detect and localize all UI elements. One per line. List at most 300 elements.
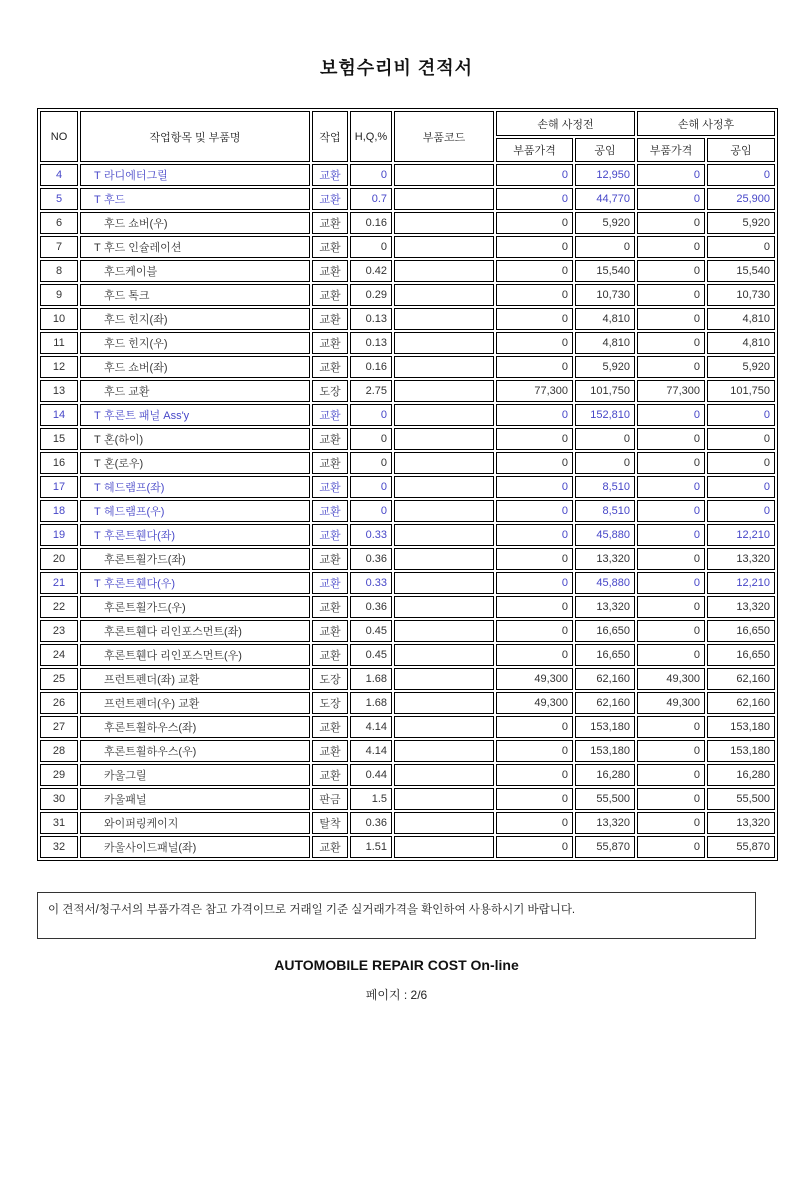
item-name: 후드 쇼버(좌) (104, 362, 168, 374)
hq-cell: 0.42 (350, 260, 392, 282)
part-code-cell (394, 596, 494, 618)
part-code-cell (394, 548, 494, 570)
before-labor-cell: 153,180 (575, 740, 635, 762)
no-cell: 15 (40, 428, 78, 450)
after-labor-cell: 0 (707, 404, 775, 426)
item-name: 혼(로우) (104, 458, 144, 470)
work-cell: 교환 (312, 764, 348, 786)
part-code-cell (394, 380, 494, 402)
part-code-cell (394, 620, 494, 642)
header-item: 작업항목 및 부품명 (80, 111, 310, 162)
part-code-cell (394, 476, 494, 498)
item-name: 프런트펜더(우) 교환 (104, 698, 200, 710)
after-part-price-cell: 0 (637, 812, 705, 834)
no-cell: 19 (40, 524, 78, 546)
work-cell: 도장 (312, 692, 348, 714)
after-labor-cell: 0 (707, 476, 775, 498)
no-cell: 17 (40, 476, 78, 498)
before-part-price-cell: 0 (496, 596, 573, 618)
header-part-code: 부품코드 (394, 111, 494, 162)
before-part-price-cell: 49,300 (496, 668, 573, 690)
part-code-cell (394, 644, 494, 666)
after-part-price-cell: 0 (637, 788, 705, 810)
no-cell: 4 (40, 164, 78, 186)
work-cell: 교환 (312, 260, 348, 282)
part-code-cell (394, 812, 494, 834)
item-cell (80, 764, 310, 786)
before-part-price-cell: 0 (496, 212, 573, 234)
hq-cell: 4.14 (350, 740, 392, 762)
work-cell: 교환 (312, 308, 348, 330)
estimate-table (37, 108, 778, 861)
item-cell (80, 428, 310, 450)
notice-text: 이 견적서/청구서의 부품가격은 참고 가격이므로 거래일 기준 실거래가격을 확인하여 사용하시기 바랍니다. (48, 904, 576, 916)
hq-cell: 0 (350, 452, 392, 474)
part-code-cell (394, 236, 494, 258)
item-cell (80, 236, 310, 258)
before-labor-cell: 16,650 (575, 620, 635, 642)
table-row (40, 716, 775, 738)
part-code-cell (394, 164, 494, 186)
item-cell (80, 188, 310, 210)
before-part-price-cell: 0 (496, 812, 573, 834)
work-cell: 교환 (312, 740, 348, 762)
hq-cell: 0 (350, 164, 392, 186)
table-row (40, 620, 775, 642)
after-part-price-cell: 77,300 (637, 380, 705, 402)
table-row (40, 476, 775, 498)
table-row (40, 452, 775, 474)
after-labor-cell: 16,650 (707, 644, 775, 666)
part-code-cell (394, 212, 494, 234)
after-labor-cell: 13,320 (707, 596, 775, 618)
after-part-price-cell: 0 (637, 500, 705, 522)
item-name: 후드 힌지(우) (104, 338, 168, 350)
after-part-price-cell: 0 (637, 716, 705, 738)
work-cell: 교환 (312, 572, 348, 594)
before-labor-cell: 0 (575, 236, 635, 258)
item-name: 후드 쇼버(우) (104, 218, 168, 230)
item-cell (80, 500, 310, 522)
header-before-group: 손해 사정전 (496, 111, 635, 136)
item-name: 후론트휠가드(우) (104, 602, 186, 614)
item-name: 후드 (104, 194, 126, 206)
header-after-labor: 공임 (707, 138, 775, 162)
hq-cell: 0.16 (350, 356, 392, 378)
total-marker: T (94, 506, 101, 518)
work-cell: 교환 (312, 356, 348, 378)
before-labor-cell: 62,160 (575, 668, 635, 690)
after-labor-cell: 25,900 (707, 188, 775, 210)
item-name: 후드 인슐레이션 (104, 242, 182, 254)
item-name: 후론트휀다(우) (104, 578, 176, 590)
item-cell (80, 812, 310, 834)
after-labor-cell: 4,810 (707, 332, 775, 354)
before-labor-cell: 55,500 (575, 788, 635, 810)
before-part-price-cell: 0 (496, 524, 573, 546)
before-part-price-cell: 0 (496, 356, 573, 378)
before-part-price-cell: 0 (496, 428, 573, 450)
table-row (40, 404, 775, 426)
item-name: 후론트휀다(좌) (104, 530, 176, 542)
part-code-cell (394, 572, 494, 594)
work-cell: 교환 (312, 212, 348, 234)
item-cell (80, 260, 310, 282)
before-labor-cell: 153,180 (575, 716, 635, 738)
item-cell (80, 212, 310, 234)
work-cell: 교환 (312, 596, 348, 618)
item-cell (80, 524, 310, 546)
after-labor-cell: 0 (707, 164, 775, 186)
item-cell (80, 476, 310, 498)
before-part-price-cell: 0 (496, 764, 573, 786)
work-cell: 판금 (312, 788, 348, 810)
table-row (40, 356, 775, 378)
before-labor-cell: 55,870 (575, 836, 635, 858)
item-name: 후론트휠하우스(좌) (104, 722, 197, 734)
item-cell (80, 740, 310, 762)
hq-cell: 0.36 (350, 812, 392, 834)
before-labor-cell: 13,320 (575, 548, 635, 570)
item-cell (80, 356, 310, 378)
part-code-cell (394, 500, 494, 522)
no-cell: 29 (40, 764, 78, 786)
header-hq: H,Q,% (350, 111, 392, 162)
hq-cell: 0 (350, 428, 392, 450)
before-part-price-cell: 0 (496, 836, 573, 858)
work-cell: 교환 (312, 404, 348, 426)
hq-cell: 0.36 (350, 596, 392, 618)
after-labor-cell: 153,180 (707, 740, 775, 762)
after-labor-cell: 12,210 (707, 572, 775, 594)
hq-cell: 0.45 (350, 644, 392, 666)
before-labor-cell: 15,540 (575, 260, 635, 282)
work-cell: 교환 (312, 548, 348, 570)
after-part-price-cell: 0 (637, 452, 705, 474)
after-part-price-cell: 0 (637, 356, 705, 378)
table-row (40, 740, 775, 762)
no-cell: 32 (40, 836, 78, 858)
item-name: 카울그릴 (104, 770, 147, 782)
no-cell: 28 (40, 740, 78, 762)
table-row (40, 308, 775, 330)
after-labor-cell: 10,730 (707, 284, 775, 306)
item-name: 카울패널 (104, 794, 147, 806)
before-labor-cell: 10,730 (575, 284, 635, 306)
after-part-price-cell: 0 (637, 188, 705, 210)
item-name: 후드 톡크 (104, 290, 150, 302)
part-code-cell (394, 668, 494, 690)
before-labor-cell: 101,750 (575, 380, 635, 402)
work-cell: 교환 (312, 500, 348, 522)
after-labor-cell: 0 (707, 452, 775, 474)
before-part-price-cell: 0 (496, 332, 573, 354)
table-row (40, 428, 775, 450)
after-part-price-cell: 0 (637, 572, 705, 594)
item-cell (80, 452, 310, 474)
hq-cell: 1.68 (350, 692, 392, 714)
table-row (40, 812, 775, 834)
work-cell: 교환 (312, 188, 348, 210)
before-part-price-cell: 0 (496, 476, 573, 498)
after-part-price-cell: 0 (637, 596, 705, 618)
header-before-part-price: 부품가격 (496, 138, 573, 162)
hq-cell: 1.51 (350, 836, 392, 858)
hq-cell: 4.14 (350, 716, 392, 738)
estimate-table-body (40, 164, 775, 858)
item-name: 후드케이블 (104, 266, 158, 278)
work-cell: 교환 (312, 476, 348, 498)
part-code-cell (394, 740, 494, 762)
before-part-price-cell: 0 (496, 236, 573, 258)
after-labor-cell: 16,280 (707, 764, 775, 786)
before-part-price-cell: 0 (496, 644, 573, 666)
after-part-price-cell: 0 (637, 332, 705, 354)
after-labor-cell: 0 (707, 236, 775, 258)
item-name: 후론트휀다 리인포스먼트(우) (104, 650, 242, 662)
after-part-price-cell: 0 (637, 164, 705, 186)
before-labor-cell: 4,810 (575, 308, 635, 330)
item-cell (80, 716, 310, 738)
table-row (40, 188, 775, 210)
before-part-price-cell: 0 (496, 788, 573, 810)
work-cell: 교환 (312, 644, 348, 666)
before-part-price-cell: 0 (496, 188, 573, 210)
hq-cell: 0 (350, 476, 392, 498)
header-before-labor: 공임 (575, 138, 635, 162)
after-part-price-cell: 0 (637, 476, 705, 498)
after-part-price-cell: 0 (637, 308, 705, 330)
before-labor-cell: 5,920 (575, 356, 635, 378)
table-row (40, 836, 775, 858)
part-code-cell (394, 836, 494, 858)
table-row (40, 284, 775, 306)
work-cell: 교환 (312, 716, 348, 738)
part-code-cell (394, 260, 494, 282)
after-labor-cell: 0 (707, 428, 775, 450)
hq-cell: 0.45 (350, 620, 392, 642)
after-part-price-cell: 0 (637, 284, 705, 306)
part-code-cell (394, 404, 494, 426)
table-row (40, 788, 775, 810)
part-code-cell (394, 284, 494, 306)
total-marker: T (94, 458, 101, 470)
hq-cell: 0.36 (350, 548, 392, 570)
item-cell (80, 284, 310, 306)
page-title: 보험수리비 견적서 (319, 58, 474, 78)
item-cell (80, 596, 310, 618)
after-part-price-cell: 0 (637, 236, 705, 258)
after-labor-cell: 16,650 (707, 620, 775, 642)
before-labor-cell: 16,650 (575, 644, 635, 666)
after-part-price-cell: 49,300 (637, 692, 705, 714)
after-labor-cell: 13,320 (707, 548, 775, 570)
part-code-cell (394, 716, 494, 738)
after-part-price-cell: 0 (637, 404, 705, 426)
table-row (40, 500, 775, 522)
part-code-cell (394, 428, 494, 450)
no-cell: 14 (40, 404, 78, 426)
item-cell (80, 788, 310, 810)
total-marker: T (94, 170, 101, 182)
no-cell: 10 (40, 308, 78, 330)
part-code-cell (394, 308, 494, 330)
before-part-price-cell: 0 (496, 716, 573, 738)
before-part-price-cell: 0 (496, 260, 573, 282)
item-cell (80, 620, 310, 642)
after-labor-cell: 62,160 (707, 668, 775, 690)
table-row (40, 596, 775, 618)
after-labor-cell: 5,920 (707, 356, 775, 378)
item-name: 후드 힌지(좌) (104, 314, 168, 326)
hq-cell: 0.7 (350, 188, 392, 210)
item-name: 후론트휠하우스(우) (104, 746, 197, 758)
no-cell: 26 (40, 692, 78, 714)
part-code-cell (394, 524, 494, 546)
after-part-price-cell: 0 (637, 836, 705, 858)
before-labor-cell: 0 (575, 428, 635, 450)
total-marker: T (94, 242, 101, 254)
item-cell (80, 332, 310, 354)
work-cell: 교환 (312, 332, 348, 354)
item-name: 카울사이드패널(좌) (104, 842, 197, 854)
table-row (40, 260, 775, 282)
hq-cell: 0.33 (350, 524, 392, 546)
no-cell: 12 (40, 356, 78, 378)
item-name: 프런트펜더(좌) 교환 (104, 674, 200, 686)
work-cell: 도장 (312, 668, 348, 690)
total-marker: T (94, 194, 101, 206)
item-cell (80, 164, 310, 186)
item-name: 와이퍼링케이지 (104, 818, 179, 830)
hq-cell: 2.75 (350, 380, 392, 402)
item-cell (80, 548, 310, 570)
before-labor-cell: 8,510 (575, 500, 635, 522)
table-row (40, 524, 775, 546)
before-part-price-cell: 0 (496, 740, 573, 762)
no-cell: 27 (40, 716, 78, 738)
before-part-price-cell: 0 (496, 284, 573, 306)
total-marker: T (94, 434, 101, 446)
total-marker: T (94, 578, 101, 590)
table-row (40, 572, 775, 594)
item-name: 후론트휀다 리인포스먼트(좌) (104, 626, 242, 638)
item-cell (80, 668, 310, 690)
no-cell: 13 (40, 380, 78, 402)
part-code-cell (394, 764, 494, 786)
no-cell: 18 (40, 500, 78, 522)
total-marker: T (94, 410, 101, 422)
before-labor-cell: 0 (575, 452, 635, 474)
table-row (40, 212, 775, 234)
header-after-part-price: 부품가격 (637, 138, 705, 162)
table-row (40, 692, 775, 714)
no-cell: 21 (40, 572, 78, 594)
hq-cell: 0 (350, 236, 392, 258)
before-part-price-cell: 0 (496, 308, 573, 330)
work-cell: 교환 (312, 164, 348, 186)
item-name: 후드 교환 (104, 386, 150, 398)
after-part-price-cell: 0 (637, 548, 705, 570)
after-labor-cell: 13,320 (707, 812, 775, 834)
after-part-price-cell: 49,300 (637, 668, 705, 690)
before-labor-cell: 16,280 (575, 764, 635, 786)
table-row (40, 668, 775, 690)
after-labor-cell: 5,920 (707, 212, 775, 234)
after-labor-cell: 55,500 (707, 788, 775, 810)
part-code-cell (394, 332, 494, 354)
item-cell (80, 380, 310, 402)
no-cell: 8 (40, 260, 78, 282)
before-part-price-cell: 0 (496, 548, 573, 570)
no-cell: 25 (40, 668, 78, 690)
item-cell (80, 836, 310, 858)
item-name: 라디에터그릴 (104, 170, 168, 182)
hq-cell: 1.5 (350, 788, 392, 810)
table-row (40, 644, 775, 666)
hq-cell: 0.16 (350, 212, 392, 234)
after-labor-cell: 15,540 (707, 260, 775, 282)
item-name: 헤드램프(우) (104, 506, 165, 518)
after-labor-cell: 153,180 (707, 716, 775, 738)
footer-title: AUTOMOBILE REPAIR COST On-line (274, 957, 519, 973)
part-code-cell (394, 356, 494, 378)
before-labor-cell: 12,950 (575, 164, 635, 186)
hq-cell: 1.68 (350, 668, 392, 690)
item-cell (80, 404, 310, 426)
before-part-price-cell: 0 (496, 404, 573, 426)
after-part-price-cell: 0 (637, 524, 705, 546)
before-part-price-cell: 0 (496, 500, 573, 522)
work-cell: 교환 (312, 236, 348, 258)
after-labor-cell: 12,210 (707, 524, 775, 546)
item-cell (80, 692, 310, 714)
table-row (40, 380, 775, 402)
after-labor-cell: 101,750 (707, 380, 775, 402)
page-number: 페이지 : 2/6 (365, 988, 428, 1002)
no-cell: 7 (40, 236, 78, 258)
item-name: 혼(하이) (104, 434, 144, 446)
work-cell: 교환 (312, 428, 348, 450)
no-cell: 30 (40, 788, 78, 810)
work-cell: 교환 (312, 620, 348, 642)
work-cell: 도장 (312, 380, 348, 402)
total-marker: T (94, 482, 101, 494)
before-labor-cell: 45,880 (575, 524, 635, 546)
before-labor-cell: 13,320 (575, 812, 635, 834)
before-labor-cell: 44,770 (575, 188, 635, 210)
before-part-price-cell: 49,300 (496, 692, 573, 714)
after-labor-cell: 0 (707, 500, 775, 522)
table-row (40, 164, 775, 186)
before-part-price-cell: 0 (496, 620, 573, 642)
notice-box (37, 892, 756, 939)
hq-cell: 0.44 (350, 764, 392, 786)
hq-cell: 0 (350, 404, 392, 426)
after-labor-cell: 4,810 (707, 308, 775, 330)
table-row (40, 548, 775, 570)
work-cell: 교환 (312, 524, 348, 546)
part-code-cell (394, 788, 494, 810)
before-labor-cell: 152,810 (575, 404, 635, 426)
before-labor-cell: 5,920 (575, 212, 635, 234)
after-part-price-cell: 0 (637, 212, 705, 234)
table-row (40, 764, 775, 786)
item-name: 후론트휠가드(좌) (104, 554, 186, 566)
no-cell: 16 (40, 452, 78, 474)
hq-cell: 0.33 (350, 572, 392, 594)
hq-cell: 0.29 (350, 284, 392, 306)
